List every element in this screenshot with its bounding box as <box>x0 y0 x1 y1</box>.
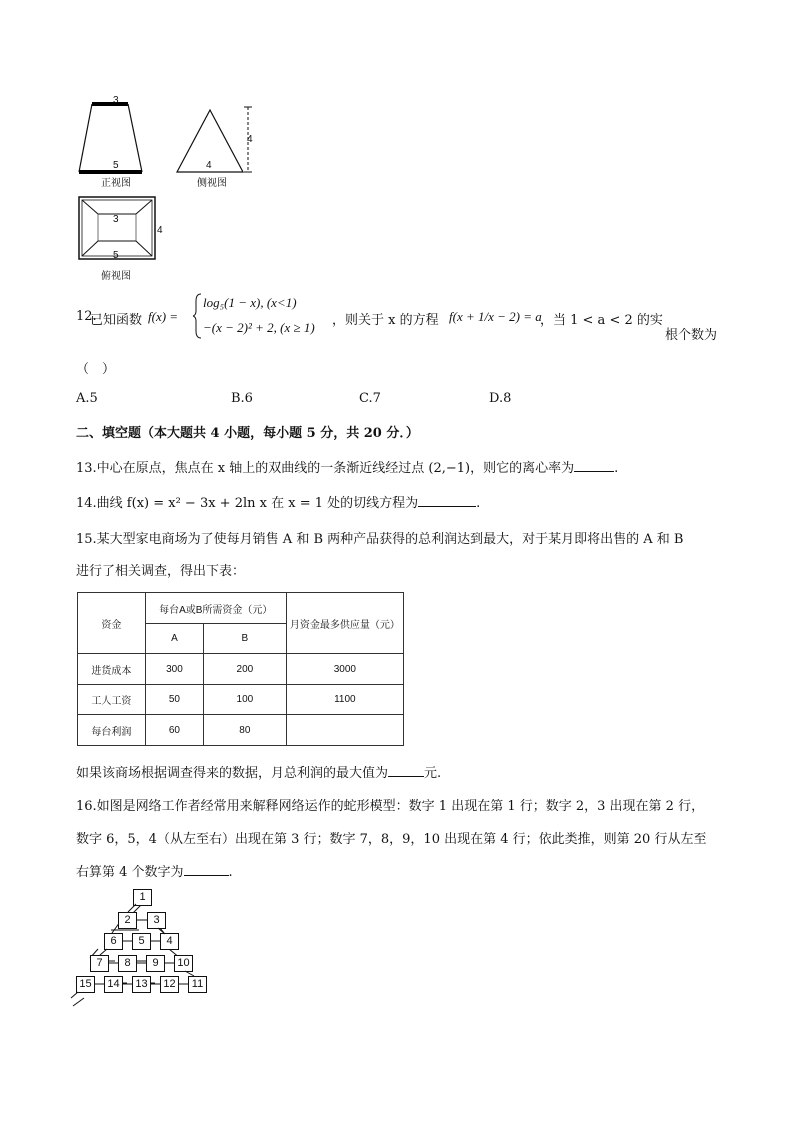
table-row <box>78 685 404 715</box>
q13-answer-blank[interactable] <box>574 459 614 472</box>
q12-fx: f(x) = <box>148 309 179 324</box>
snake-node: 7 <box>90 955 109 972</box>
side-height-label: 4 <box>247 134 253 145</box>
front-bottom-label: 5 <box>113 160 119 171</box>
row-a: 50 <box>145 685 203 715</box>
q15-table <box>77 592 404 746</box>
snake-node: 15 <box>76 976 95 993</box>
side-view-label: 侧视图 <box>197 178 227 189</box>
top-outer-label: 5 <box>113 250 119 261</box>
q14 <box>76 492 480 511</box>
three-view-figure <box>70 90 270 290</box>
th-max-supply: 月资金最多供应量（元） <box>286 593 403 654</box>
top-side-label: 4 <box>157 225 163 236</box>
snake-node: 11 <box>188 976 207 993</box>
row-name: 进货成本 <box>78 654 146 685</box>
q16-line1: 16.如图是网络工作者经常用来解释网络运作的蛇形模型：数字 1 出现在第 1 行；数字 2，3 出现在第 2 行， <box>76 799 705 814</box>
q16-line3-text: 右算第 4 个数字为 <box>76 865 184 880</box>
q14-end: . <box>476 496 481 511</box>
row-a: 60 <box>145 715 203 746</box>
side-view <box>177 107 252 172</box>
q12-number: 12. <box>76 309 97 324</box>
q15-line1: 15.某大型家电商场为了使每月销售 A 和 B 两种产品获得的总利润达到最大，对于某月即将出售的 A 和 B <box>76 532 684 547</box>
table-row <box>78 715 404 746</box>
row-b: 100 <box>204 685 287 715</box>
q12-condition: ，当 1 < a < 2 的实 <box>540 313 663 328</box>
q12-brace <box>193 293 203 339</box>
q15-after <box>76 762 441 781</box>
th-b: B <box>204 624 287 654</box>
front-view-label: 正视图 <box>101 178 131 189</box>
q12-equation: f(x + 1/x − 2) = a <box>449 309 542 324</box>
row-max <box>286 715 403 746</box>
row-max: 3000 <box>286 654 403 685</box>
q15-line2: 进行了相关调查，得出下表： <box>76 564 246 579</box>
q16-line2: 数字 6，5，4（从左至右）出现在第 3 行；数字 7，8，9，10 出现在第 4 行；依此类推，则第 20 行从左至 <box>76 832 707 847</box>
q12-prefix: 已知函数 <box>90 313 143 328</box>
snake-node: 10 <box>174 955 193 972</box>
snake-node: 14 <box>104 976 123 993</box>
q15-answer-blank[interactable] <box>388 764 424 777</box>
q12-mid: ，则关于 x 的方程 <box>332 313 439 328</box>
snake-node: 12 <box>160 976 179 993</box>
row-max: 1100 <box>286 685 403 715</box>
q12-option-a[interactable]: A.5 <box>76 391 98 406</box>
q12-case2: −(x − 2)² + 2, (x ≥ 1) <box>203 320 315 335</box>
front-view <box>79 104 142 172</box>
snake-node: 9 <box>146 955 165 972</box>
row-b: 200 <box>204 654 287 685</box>
q13 <box>76 457 618 476</box>
top-view-label: 俯视图 <box>101 271 131 282</box>
row-name: 工人工资 <box>78 685 146 715</box>
top-inner-label: 3 <box>113 214 119 225</box>
q16-line3 <box>76 861 233 880</box>
q13-text: 13.中心在原点，焦点在 x 轴上的双曲线的一条渐近线经过点 (2,−1)，则它的离心率为 <box>76 461 575 476</box>
row-b: 80 <box>204 715 287 746</box>
snake-node: 4 <box>160 933 179 950</box>
snake-node: 3 <box>147 912 166 929</box>
q12-option-c[interactable]: C.7 <box>359 391 381 406</box>
row-name: 每台利润 <box>78 715 146 746</box>
q15-after-end: 元. <box>424 766 442 781</box>
front-top-label: 3 <box>113 95 119 106</box>
th-a: A <box>145 624 203 654</box>
q12-case1: log₅(1 − x), (x<1) <box>203 295 297 310</box>
snake-node: 6 <box>104 933 123 950</box>
snake-node: 1 <box>133 889 152 906</box>
q16-answer-blank[interactable] <box>184 863 229 876</box>
row-a: 300 <box>145 654 203 685</box>
table-row <box>78 654 404 685</box>
q16-line3-end: . <box>228 865 233 880</box>
q12-option-d[interactable]: D.8 <box>489 391 512 406</box>
q12-tail: 根个数为 <box>665 328 718 343</box>
snake-node: 13 <box>132 976 151 993</box>
snake-node: 2 <box>118 912 137 929</box>
th-per-unit: 每台A或B所需资金（元） <box>145 593 286 624</box>
q12-answer-paren: （ ） <box>76 362 116 377</box>
q13-end: . <box>614 461 619 476</box>
th-fund: 资金 <box>78 593 146 654</box>
q12-option-b[interactable]: B.6 <box>231 391 253 406</box>
snake-node: 5 <box>132 933 151 950</box>
section2-title: 二、填空题（本大题共 4 小题，每小题 5 分，共 20 分．） <box>76 426 419 441</box>
snake-links <box>70 888 220 1000</box>
side-bottom-label: 4 <box>206 160 212 171</box>
q14-answer-blank[interactable] <box>418 494 476 507</box>
q15-after-text: 如果该商场根据调查得来的数据，月总利润的最大值为 <box>76 766 389 781</box>
snake-node: 8 <box>118 955 137 972</box>
q14-text: 14.曲线 f(x) = x² − 3x + 2ln x 在 x = 1 处的切线方程为 <box>76 496 419 511</box>
